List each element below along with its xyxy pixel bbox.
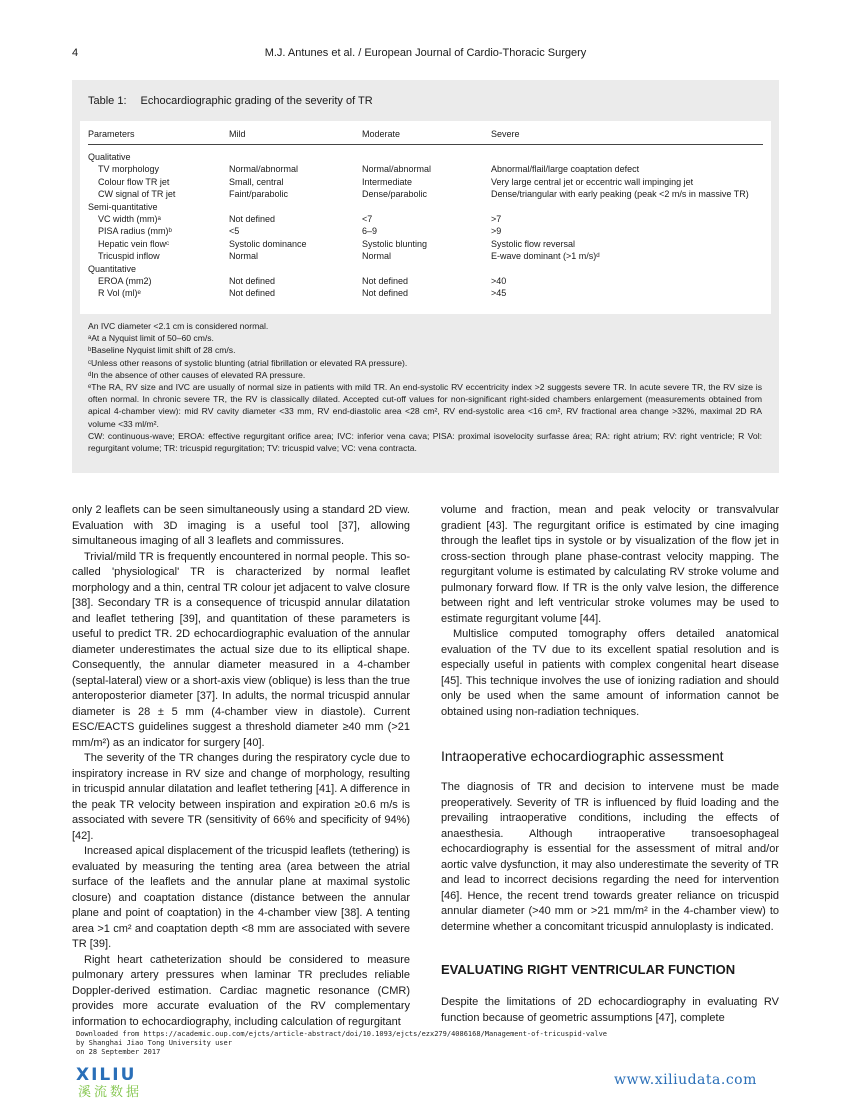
section-heading-intraoperative: Intraoperative echocardiographic assessment — [441, 748, 724, 764]
grading-table — [80, 121, 771, 314]
table-column-header: Severe — [491, 129, 520, 139]
table-cell: Very large central jet or eccentric wall impinging jet — [491, 176, 694, 187]
table-section-label: Semi-quantitative — [88, 201, 158, 212]
table-note: CW: continuous-wave; EROA: effective regurgitant orifice area; IVC: inferior vena cava; PISA: proximal isovelocity surfasse área; RA: right atrium; RV: right ventricle; R Vol: regurgitant volume; TR: tricuspid regurgitation; TV: tricuspid valve; VC: vena contracta. — [88, 430, 762, 454]
table-cell: Normal — [362, 251, 392, 262]
svg-text:溪流数据: 溪流数据 — [78, 1085, 143, 1098]
table-note: ᵃAt a Nyquist limit of 50–60 cm/s. — [88, 333, 214, 344]
table-row-label: VC width (mm)ᵃ — [98, 214, 161, 224]
table-column-header: Mild — [229, 129, 246, 139]
table-column-header: Moderate — [362, 129, 401, 139]
table-cell: Normal/abnormal — [229, 164, 299, 175]
table-cell: Not defined — [362, 276, 409, 286]
table-cell: Abnormal/flail/large coaptation defect — [491, 164, 640, 175]
table-cell: >40 — [491, 276, 507, 286]
table-column-header: Parameters — [88, 129, 135, 139]
table-notes — [88, 320, 762, 454]
left-column — [72, 503, 410, 1030]
table-cell: Small, central — [229, 176, 284, 187]
table-section-label: Quantitative — [88, 263, 137, 274]
paragraph: The severity of the TR changes during the respiratory cycle due to inspiratory increase in RV size and change of morphology, resulting in tricuspid annular dilatation and leaflet tethering [41]. A difference in the peak TR velocity between inspiration and expiration ≥0.6 m/s is associated with severe TR (sensitivity of 66% and specificity of 94%) [42]. — [72, 752, 410, 842]
table-note: ᵉThe RA, RV size and IVC are usually of normal size in patients with mild TR. An end-systolic RV eccentricity index >2 suggests severe TR. In acute severe TR, the RV size is often normal. In chronic severe TR, the RV is classically dilated. Accepted cut-off values for non-significant right-sided chambers enlargement (measurements obtained from apical 4-chamber view): mid RV cavity diameter <33 mm, RV end-diastolic area <28 cm², RV end-systolic area <16 cm², RV fractional area change >32%, maximal 2D RA volume <33 ml/m². — [88, 382, 762, 429]
table-cell: >9 — [491, 226, 502, 237]
table-cell: Not defined — [229, 214, 276, 224]
table-label: Table 1: — [88, 95, 127, 107]
table-cell: Dense/parabolic — [362, 189, 428, 200]
table-cell: Dense/triangular with early peaking (peak <2 m/s in massive TR) — [491, 189, 749, 200]
table-cell: Not defined — [229, 288, 276, 299]
table-note: ᵇBaseline Nyquist limit shift of 28 cm/s. — [88, 345, 236, 356]
table-cell: >7 — [491, 214, 502, 224]
paragraph: Increased apical displacement of the tricuspid leaflets (tethering) is evaluated by measuring the tenting area (area between the atrial surface of the leaflets and the annular plane at maximal systolic closure) and coaptation distance (distance between the annular plane and point of coaptation) in the 4-chamber view [38]. A tenting area >1 cm² and coaptation depth <8 mm are associated with severe TR [39]. — [72, 845, 410, 950]
right-column-bottom — [441, 995, 779, 1026]
download-note-line: by Shanghai Jiao Tong University user — [76, 1039, 232, 1047]
table-cell: >45 — [491, 288, 507, 299]
table-row-label: CW signal of TR jet — [98, 189, 176, 200]
page-number: 4 — [72, 47, 79, 59]
table-cell: 6–9 — [362, 226, 378, 237]
paragraph: volume and fraction, mean and peak velocity or transvalvular gradient [43]. The regurgitant orifice is estimated by cine imaging through the leaflet tips in systole or by visualization of the flow jet in cross-section through plane phase-contrast velocity mapping. The regurgitant volume is estimated by calculating RV stroke volume and pulmonary forward flow. If TR is the only valve lesion, the difference between right and left ventricular stroke volumes may be used to estimate regurgitant volume [44]. — [441, 504, 779, 625]
watermark-url: www.xiliudata.com — [614, 1072, 757, 1088]
table-header-rule — [88, 144, 763, 145]
table-title: Echocardiographic grading of the severity of TR — [140, 95, 373, 107]
table-cell: E-wave dominant (>1 m/s)ᵈ — [491, 251, 600, 262]
table-row-label: R Vol (ml)ᵉ — [98, 288, 141, 299]
table-section-label: Qualitative — [88, 152, 131, 162]
table-cell: <7 — [362, 214, 373, 224]
table-cell: Systolic flow reversal — [491, 238, 576, 249]
right-column-mid — [441, 780, 779, 935]
table-cell: Normal/abnormal — [362, 164, 432, 175]
download-note — [76, 1030, 607, 1057]
paragraph: only 2 leaflets can be seen simultaneously using a standard 2D view. Evaluation with 3D imaging is a useful tool [37], allowing simultaneous imaging of all 3 leaflets and commissures. — [72, 504, 410, 547]
table-cell: Intermediate — [362, 176, 413, 187]
table-caption — [88, 95, 373, 107]
table-row-label: TV morphology — [98, 164, 160, 175]
table-cell: Normal — [229, 251, 259, 262]
table-note: ᶜUnless other reasons of systolic blunting (atrial fibrillation or elevated RA pressure). — [88, 357, 408, 368]
table-cell: Systolic dominance — [229, 238, 307, 249]
right-column-top — [441, 503, 779, 720]
table-cell: <5 — [229, 226, 240, 237]
running-header: M.J. Antunes et al. / European Journal of Cardio-Thoracic Surgery — [264, 47, 587, 59]
table-note: An IVC diameter <2.1 cm is considered normal. — [88, 321, 269, 331]
table-box — [72, 80, 779, 473]
table-cell: Systolic blunting — [362, 238, 428, 249]
table-cell: Not defined — [229, 276, 276, 286]
xiliu-logo — [76, 1064, 186, 1098]
table-row-label: Tricuspid inflow — [98, 251, 160, 262]
table-note: ᵈIn the absence of other causes of elevated RA pressure. — [88, 369, 306, 380]
download-note-line: Downloaded from https://academic.oup.com/ejcts/article-abstract/doi/10.1093/ejcts/ezx279/4086168/Management-of-tricuspid-valve — [76, 1030, 608, 1038]
download-note-line: on 28 September 2017 — [76, 1048, 161, 1056]
table-cell: Faint/parabolic — [229, 189, 289, 200]
paragraph: The diagnosis of TR and decision to intervene must be made preoperatively. Severity of TR is influenced by fluid loading and the prevailing intraoperative conditions, including the effects of anaesthesia. Although intraoperative transoesophageal echocardiography is essential for the assessment of mitral and/or aortic valve dysfunction, it may also underestimate the severity of TR and lead to incorrect decisions regarding the need for intervention [46]. Hence, the recent trend towards greater reliance on tricuspid annular diameter (>40 mm or >21 mm/m² in the 4-chamber view) to determine whether a concomitant tricuspid annuloplasty is indicated. — [441, 781, 779, 933]
table-row-label: Hepatic vein flowᶜ — [98, 238, 170, 249]
paragraph: Right heart catheterization should be considered to measure pulmonary artery pressures when laminar TR precludes reliable Doppler-derived estimation. Cardiac magnetic resonance (CMR) provides more accurate evaluation of the RV complementary information to echocardiography, including calculation of regurgitant — [72, 953, 410, 1028]
table-cell: Not defined — [362, 288, 409, 299]
paragraph: Multislice computed tomography offers detailed anatomical evaluation of the TV due to its excellent spatial resolution and is especially useful in patients with complex congenital heart disease [45]. This technique involves the use of ionizing radiation and should only be used when the same amount of information cannot be obtained using non-radiation techniques. — [441, 628, 779, 718]
paragraph: Despite the limitations of 2D echocardiography in evaluating RV function because of geometric assumptions [47], complete — [441, 996, 779, 1024]
section-heading-rv-function: EVALUATING RIGHT VENTRICULAR FUNCTION — [441, 962, 736, 977]
svg-text:XILIU: XILIU — [76, 1065, 137, 1085]
table-row-label: EROA (mm2) — [98, 276, 152, 286]
table-row-label: PISA radius (mm)ᵇ — [98, 226, 172, 237]
paragraph: Trivial/mild TR is frequently encountered in normal people. This so-called 'physiological' TR is characterized by normal leaflet morphology and a thin, central TR colour jet adjacent to valve closure [38]. Secondary TR is a consequence of tricuspid annular dilatation and leaflet tethering [39], and quantitation of these parameters is useful to predict TR. 2D echocardiographic evaluation of the annular diameter underestimates the actual size due to its elliptical shape. Consequently, the annular diameter measured in a 4-chamber (septal-lateral) view or a short-axis view (oblique) is less than the true anteroposterior diameter [37]. In adults, the normal tricuspid annular diameter is 28 ± 5 mm (4-chamber view in diastole). Current ESC/EACTS guidelines suggest a threshold diameter ≥40 mm (>21 mm/m²) as an indicator for surgery [40]. — [72, 550, 410, 749]
table-row-label: Colour flow TR jet — [98, 176, 170, 187]
